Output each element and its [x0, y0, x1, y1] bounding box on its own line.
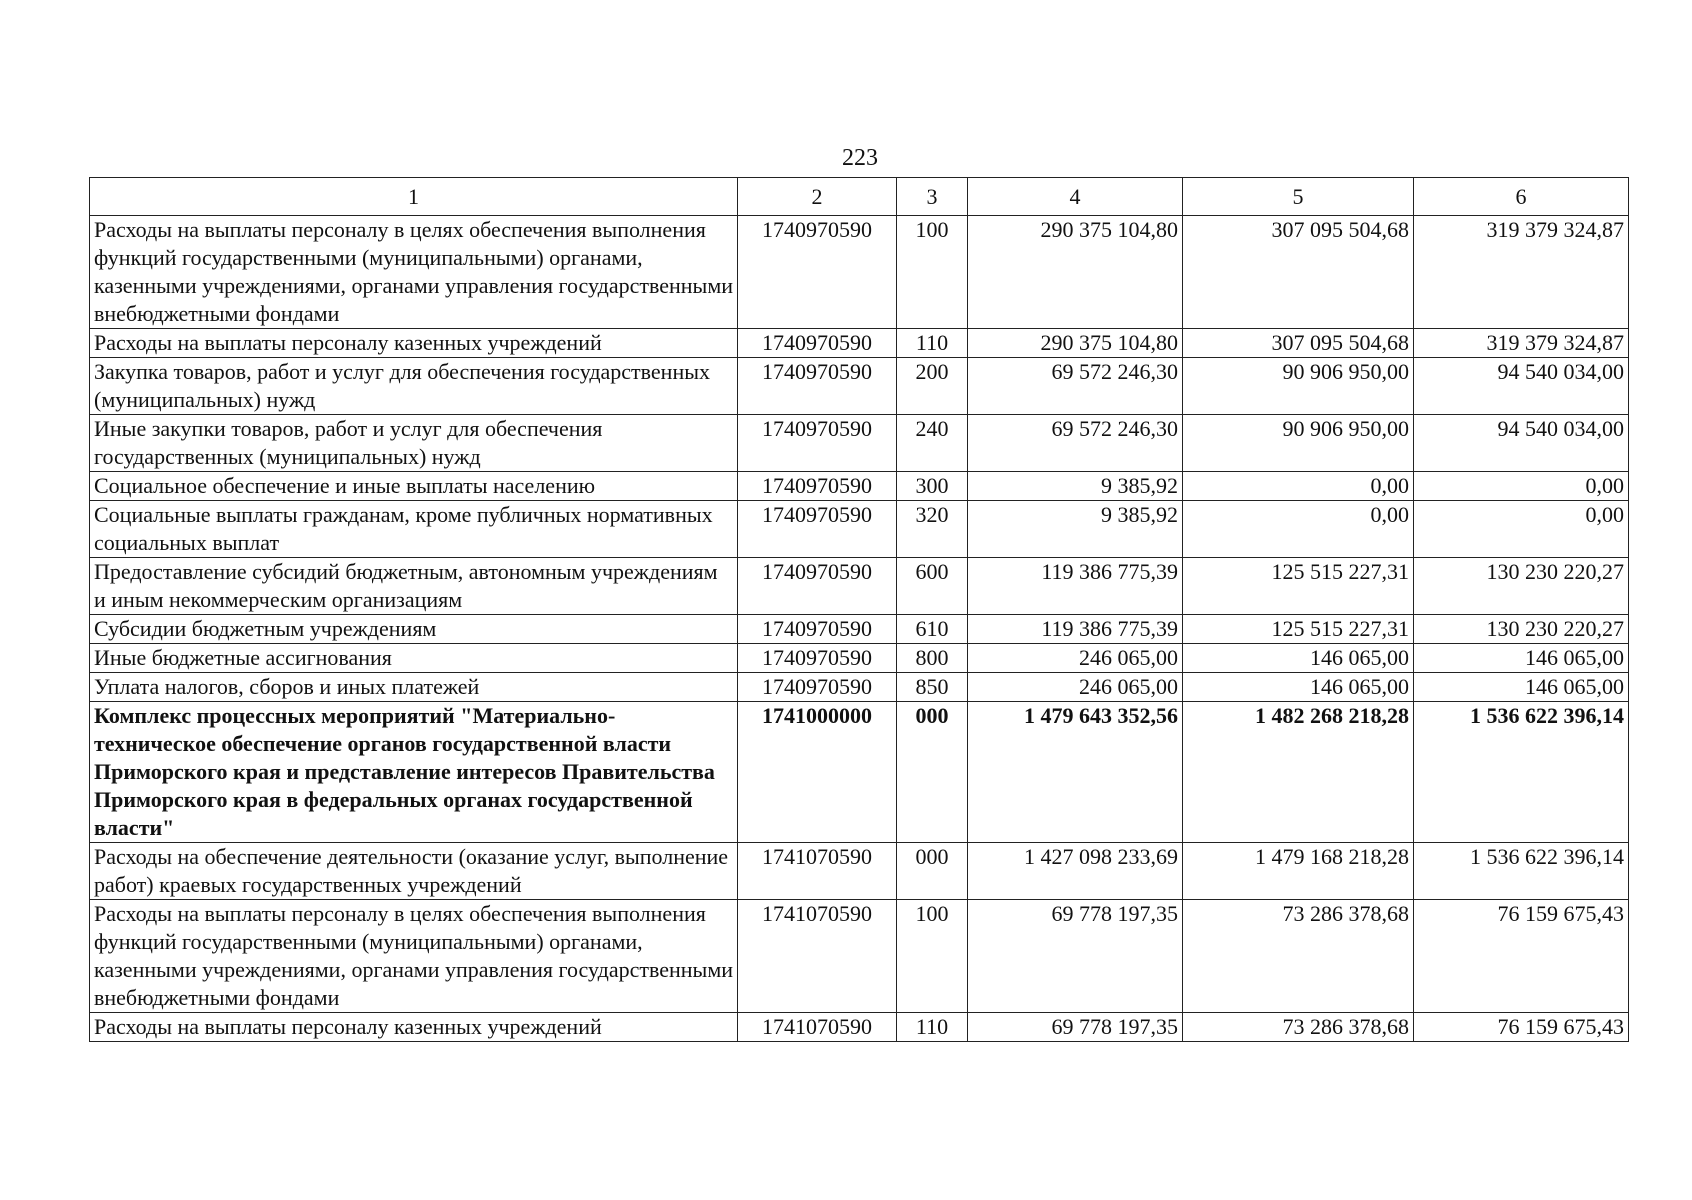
row-code-cell: 1740970590	[738, 615, 897, 644]
row-value-col4: 9 385,92	[968, 472, 1183, 501]
row-value-col6: 319 379 324,87	[1414, 329, 1629, 358]
table-row	[90, 843, 1629, 900]
row-kind-cell: 600	[897, 558, 968, 615]
row-name-cell: Социальное обеспечение и иные выплаты населению	[90, 472, 738, 501]
row-name-cell: Расходы на выплаты персоналу в целях обеспечения выполнения функций государственными (муниципальными) органами, казенными учреждениями, органами управления государственными внебюджетными фондами	[90, 216, 738, 329]
table-row	[90, 358, 1629, 415]
row-kind-cell: 100	[897, 216, 968, 329]
row-name-cell: Предоставление субсидий бюджетным, автономным учреждениям и иным некоммерческим организациям	[90, 558, 738, 615]
row-code-cell: 1741070590	[738, 1013, 897, 1042]
header-row	[90, 178, 1629, 216]
row-code-cell: 1740970590	[738, 673, 897, 702]
row-value-col5: 146 065,00	[1183, 644, 1414, 673]
column-header: 6	[1414, 178, 1629, 216]
row-value-col6: 319 379 324,87	[1414, 216, 1629, 329]
table-row	[90, 1013, 1629, 1042]
table-row	[90, 415, 1629, 472]
table-row	[90, 216, 1629, 329]
row-value-col4: 69 778 197,35	[968, 1013, 1183, 1042]
row-value-col6: 94 540 034,00	[1414, 358, 1629, 415]
row-kind-cell: 110	[897, 329, 968, 358]
row-value-col6: 130 230 220,27	[1414, 615, 1629, 644]
row-name-cell: Иные бюджетные ассигнования	[90, 644, 738, 673]
row-value-col6: 1 536 622 396,14	[1414, 843, 1629, 900]
table-row	[90, 558, 1629, 615]
row-value-col5: 1 482 268 218,28	[1183, 702, 1414, 843]
table-row	[90, 644, 1629, 673]
row-name-cell: Иные закупки товаров, работ и услуг для обеспечения государственных (муниципальных) нужд	[90, 415, 738, 472]
table-row	[90, 673, 1629, 702]
row-value-col6: 146 065,00	[1414, 644, 1629, 673]
column-header: 1	[90, 178, 738, 216]
row-kind-cell: 100	[897, 900, 968, 1013]
row-value-col5: 307 095 504,68	[1183, 329, 1414, 358]
row-name-cell: Уплата налогов, сборов и иных платежей	[90, 673, 738, 702]
row-value-col5: 90 906 950,00	[1183, 358, 1414, 415]
row-value-col4: 290 375 104,80	[968, 329, 1183, 358]
row-value-col4: 246 065,00	[968, 673, 1183, 702]
row-code-cell: 1740970590	[738, 415, 897, 472]
budget-table	[89, 177, 1629, 1042]
row-kind-cell: 300	[897, 472, 968, 501]
column-header: 3	[897, 178, 968, 216]
row-code-cell: 1740970590	[738, 558, 897, 615]
table-row	[90, 472, 1629, 501]
row-code-cell: 1741070590	[738, 843, 897, 900]
row-name-cell: Социальные выплаты гражданам, кроме публичных нормативных социальных выплат	[90, 501, 738, 558]
row-value-col6: 1 536 622 396,14	[1414, 702, 1629, 843]
row-value-col5: 125 515 227,31	[1183, 558, 1414, 615]
row-name-cell: Расходы на выплаты персоналу казенных учреждений	[90, 329, 738, 358]
row-value-col4: 69 572 246,30	[968, 358, 1183, 415]
row-kind-cell: 800	[897, 644, 968, 673]
row-kind-cell: 850	[897, 673, 968, 702]
row-code-cell: 1740970590	[738, 329, 897, 358]
table-row	[90, 329, 1629, 358]
row-value-col5: 0,00	[1183, 472, 1414, 501]
row-value-col4: 119 386 775,39	[968, 615, 1183, 644]
row-value-col5: 73 286 378,68	[1183, 1013, 1414, 1042]
row-name-cell: Субсидии бюджетным учреждениям	[90, 615, 738, 644]
row-name-cell: Расходы на выплаты персоналу казенных учреждений	[90, 1013, 738, 1042]
row-kind-cell: 320	[897, 501, 968, 558]
row-code-cell: 1740970590	[738, 644, 897, 673]
table-row	[90, 615, 1629, 644]
row-code-cell: 1740970590	[738, 472, 897, 501]
row-name-cell: Расходы на обеспечение деятельности (оказание услуг, выполнение работ) краевых государственных учреждений	[90, 843, 738, 900]
row-name-cell: Закупка товаров, работ и услуг для обеспечения государственных (муниципальных) нужд	[90, 358, 738, 415]
row-value-col5: 1 479 168 218,28	[1183, 843, 1414, 900]
column-header: 5	[1183, 178, 1414, 216]
row-value-col6: 76 159 675,43	[1414, 1013, 1629, 1042]
row-value-col6: 0,00	[1414, 472, 1629, 501]
row-code-cell: 1741000000	[738, 702, 897, 843]
row-value-col6: 76 159 675,43	[1414, 900, 1629, 1013]
row-value-col6: 94 540 034,00	[1414, 415, 1629, 472]
row-value-col4: 290 375 104,80	[968, 216, 1183, 329]
table-row	[90, 702, 1629, 843]
table-row	[90, 501, 1629, 558]
page-number: 223	[842, 145, 878, 171]
row-code-cell: 1741070590	[738, 900, 897, 1013]
row-name-cell: Расходы на выплаты персоналу в целях обеспечения выполнения функций государственными (муниципальными) органами, казенными учреждениями, органами управления государственными внебюджетными фондами	[90, 900, 738, 1013]
row-kind-cell: 110	[897, 1013, 968, 1042]
row-value-col4: 69 572 246,30	[968, 415, 1183, 472]
row-kind-cell: 000	[897, 843, 968, 900]
row-value-col5: 125 515 227,31	[1183, 615, 1414, 644]
row-value-col5: 73 286 378,68	[1183, 900, 1414, 1013]
table-row	[90, 900, 1629, 1013]
row-value-col6: 130 230 220,27	[1414, 558, 1629, 615]
row-kind-cell: 000	[897, 702, 968, 843]
row-value-col6: 146 065,00	[1414, 673, 1629, 702]
row-kind-cell: 240	[897, 415, 968, 472]
table-body	[90, 216, 1629, 1042]
row-code-cell: 1740970590	[738, 501, 897, 558]
column-header: 2	[738, 178, 897, 216]
row-code-cell: 1740970590	[738, 358, 897, 415]
row-name-cell: Комплекс процессных мероприятий "Материально-техническое обеспечение органов государственной власти Приморского края и представление интересов Правительства Приморского края в федеральных органах государственной власти"	[90, 702, 738, 843]
row-value-col6: 0,00	[1414, 501, 1629, 558]
row-kind-cell: 200	[897, 358, 968, 415]
row-value-col5: 146 065,00	[1183, 673, 1414, 702]
row-kind-cell: 610	[897, 615, 968, 644]
row-value-col5: 307 095 504,68	[1183, 216, 1414, 329]
row-value-col4: 9 385,92	[968, 501, 1183, 558]
row-value-col4: 1 427 098 233,69	[968, 843, 1183, 900]
row-value-col5: 0,00	[1183, 501, 1414, 558]
column-header: 4	[968, 178, 1183, 216]
row-value-col4: 1 479 643 352,56	[968, 702, 1183, 843]
row-value-col4: 69 778 197,35	[968, 900, 1183, 1013]
row-value-col4: 246 065,00	[968, 644, 1183, 673]
row-value-col5: 90 906 950,00	[1183, 415, 1414, 472]
row-code-cell: 1740970590	[738, 216, 897, 329]
row-value-col4: 119 386 775,39	[968, 558, 1183, 615]
